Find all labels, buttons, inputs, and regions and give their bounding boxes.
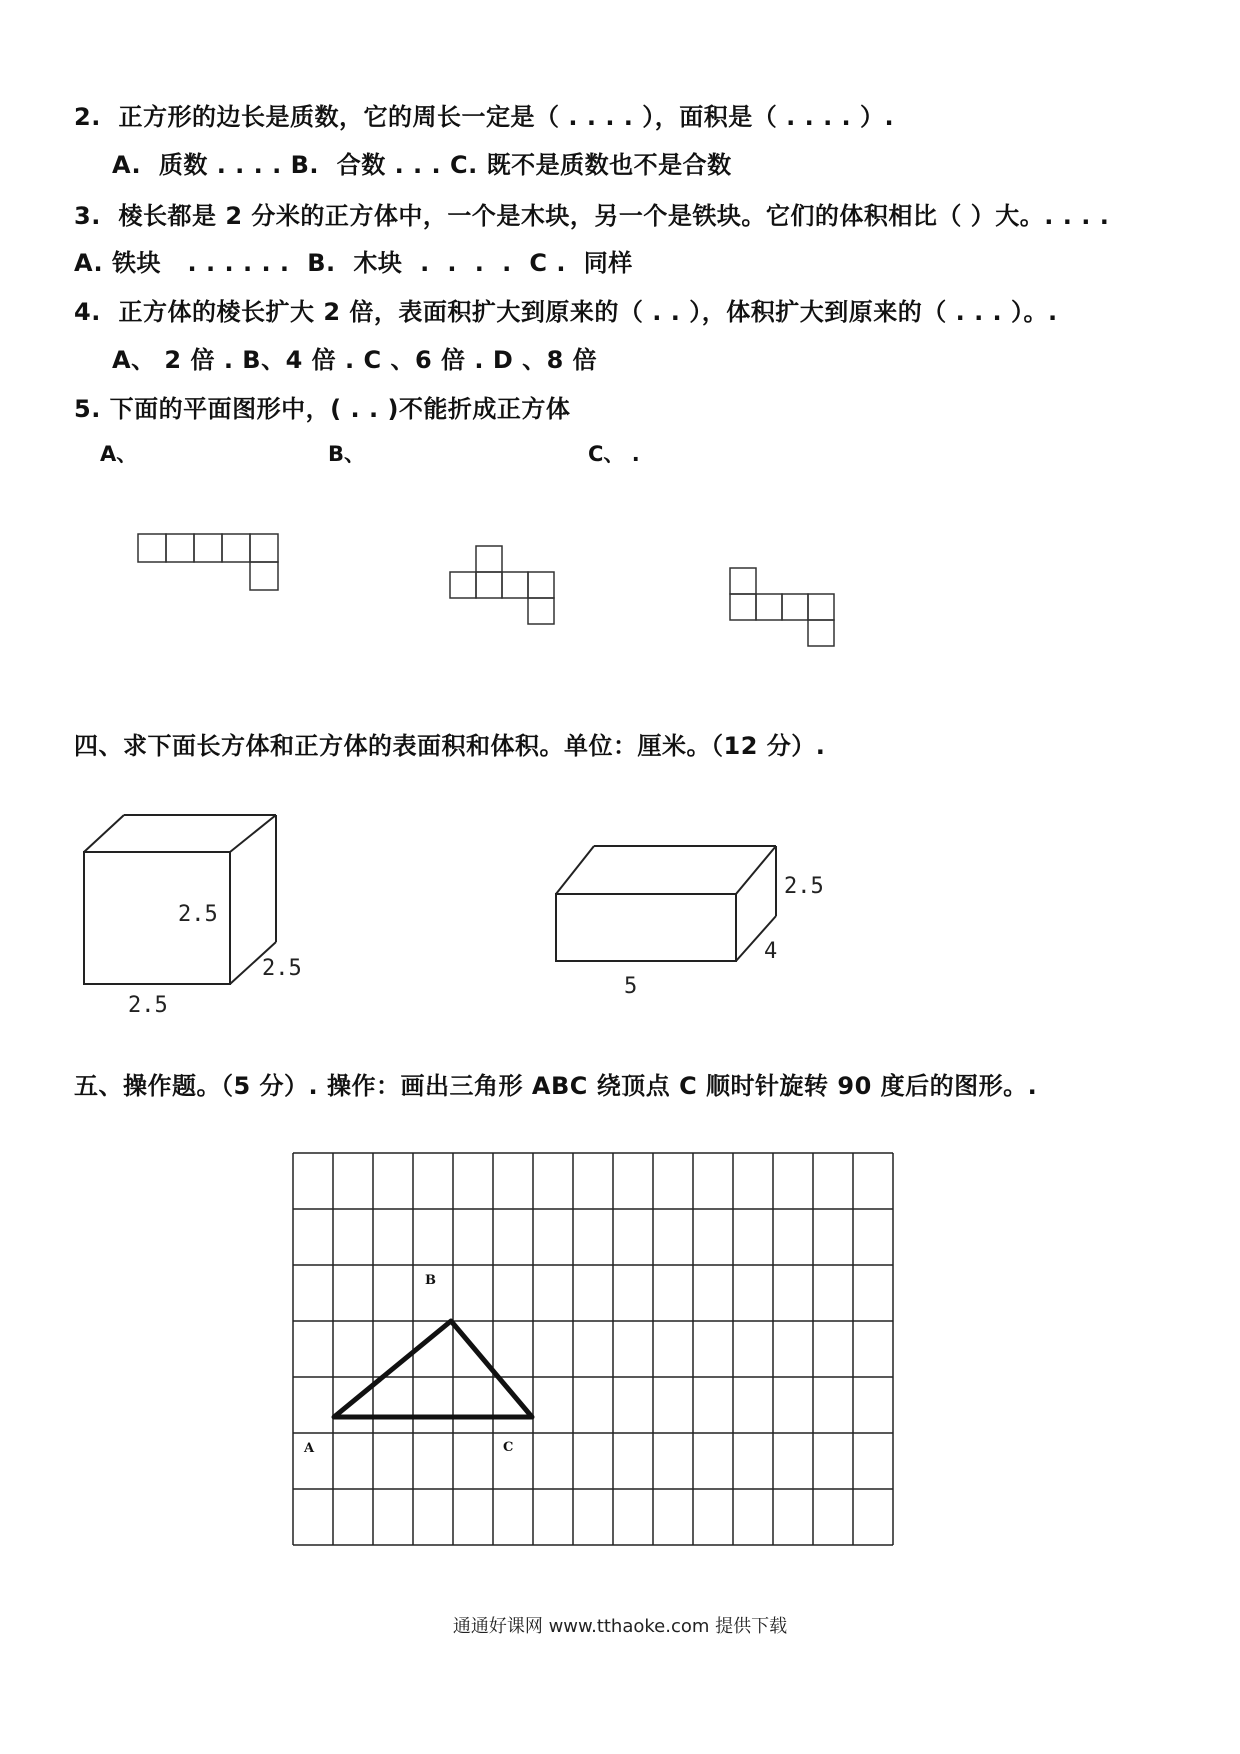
question-2-options: A. 质数 . . . . B. 合数 . . . C. 既不是质数也不是合数 [112, 151, 732, 179]
cuboid-length-label: 5 [624, 974, 638, 999]
cube-net-a [138, 534, 278, 590]
question-4-options: A、 2 倍 . B、4 倍 . C 、6 倍 . D 、8 倍 [112, 346, 598, 374]
cuboid-figure [556, 846, 776, 961]
cube-height-label: 2.5 [178, 902, 218, 927]
net-label-a: A、 [100, 442, 138, 466]
cube-net-c [730, 568, 834, 646]
vertex-label-a: A [304, 1441, 315, 1456]
question-3-text: 3. 棱长都是 2 分米的正方体中，一个是木块，另一个是铁块。它们的体积相比（ ）大。. . . . [74, 202, 1110, 230]
cuboid-depth-label: 4 [764, 939, 778, 964]
rotation-grid [293, 1153, 893, 1545]
section-5-title: 五、操作题。（5 分）. 操作：画出三角形 ABC 绕顶点 C 顺时针旋转 90 度后的图形。. [74, 1072, 1038, 1100]
cube-width-label: 2.5 [128, 993, 168, 1018]
vertex-label-b: B [425, 1273, 436, 1288]
cube-depth-label: 2.5 [262, 956, 302, 981]
vertex-label-c: C [503, 1440, 514, 1455]
net-label-c: C、 . [588, 442, 640, 466]
footer-text: 通通好课网 www.tthaoke.com 提供下载 [452, 1616, 788, 1637]
cube-net-b [450, 546, 554, 624]
question-3-options: A. 铁块 . . . . . . B. 木块 . . . . C . 同样 [74, 249, 633, 277]
question-4-text: 4. 正方体的棱长扩大 2 倍，表面积扩大到原来的（ . . ），体积扩大到原来的（ . . . ）。. [74, 298, 1058, 326]
question-2-text: 2. 正方形的边长是质数，它的周长一定是（ . . . . ），面积是（ . . . . ）. [74, 103, 895, 131]
triangle-abc [334, 1321, 532, 1417]
net-label-b: B、 [328, 442, 366, 466]
section-4-title: 四、求下面长方体和正方体的表面积和体积。单位：厘米。（12 分）. [74, 732, 826, 760]
cube-figure [84, 815, 276, 984]
question-5-text: 5. 下面的平面图形中，( . . )不能折成正方体 [74, 395, 571, 423]
cuboid-height-label: 2.5 [784, 874, 824, 899]
